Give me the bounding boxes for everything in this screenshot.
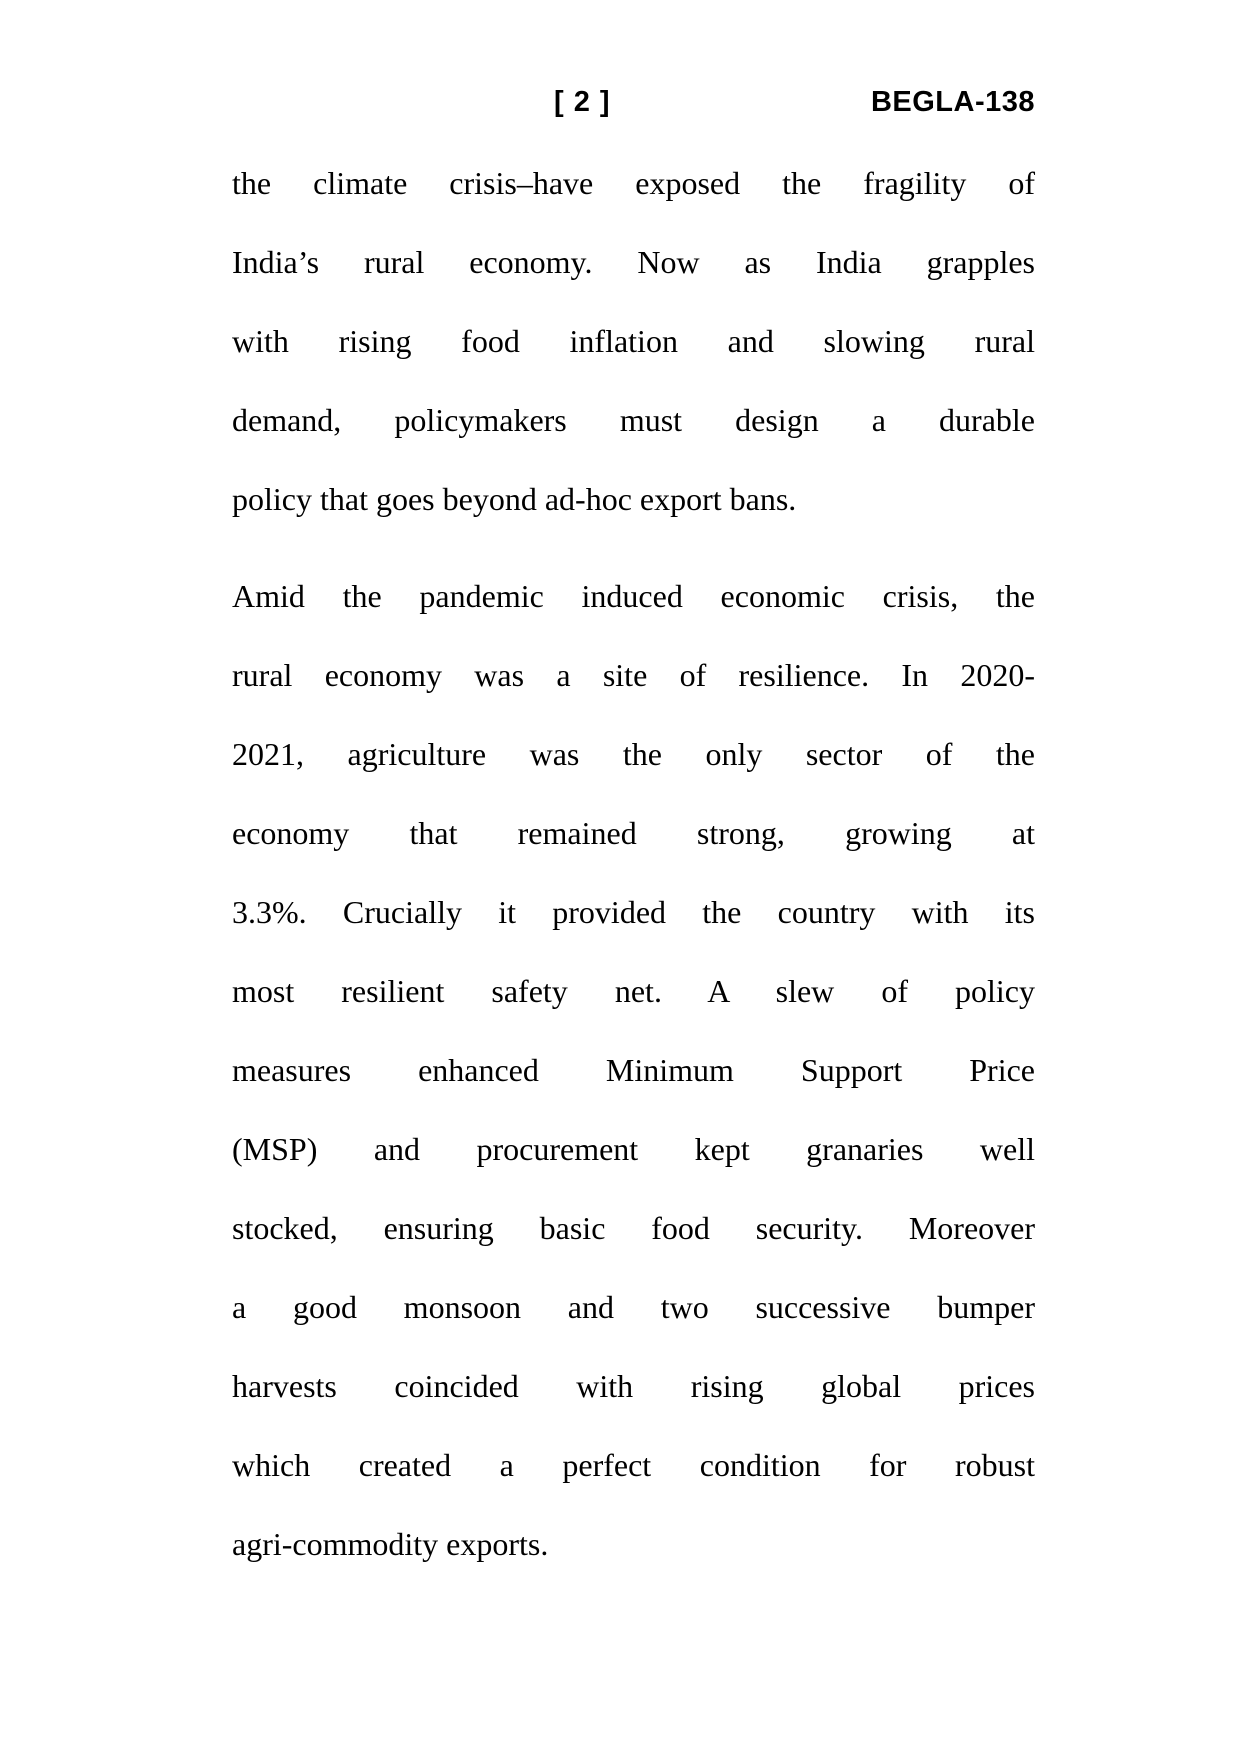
page-header: [232, 86, 1035, 118]
text-line: rural economy was a site of resilience. In 2020-: [232, 657, 1035, 693]
text-line: India’s rural economy. Now as India grapples: [232, 244, 1035, 280]
text-line: stocked, ensuring basic food security. Moreover: [232, 1210, 1035, 1246]
text-line: demand, policymakers must design a durable: [232, 402, 1035, 438]
text-line: agri-commodity exports.: [232, 1526, 549, 1562]
text-line: economy that remained strong, growing at: [232, 815, 1035, 851]
text-line: 3.3%. Crucially it provided the country with its: [232, 894, 1035, 930]
text-line: harvests coincided with rising global prices: [232, 1368, 1035, 1404]
text-line: a good monsoon and two successive bumper: [232, 1289, 1035, 1325]
text-line: which created a perfect condition for robust: [232, 1447, 1035, 1483]
paragraph: [232, 557, 1035, 1584]
page-body: [232, 144, 1035, 1584]
paragraph: [232, 144, 1035, 539]
page-number: [ 2 ]: [554, 86, 611, 118]
text-line: with rising food inflation and slowing rural: [232, 323, 1035, 359]
text-line: 2021, agriculture was the only sector of the: [232, 736, 1035, 772]
text-line: most resilient safety net. A slew of policy: [232, 973, 1035, 1009]
text-line: policy that goes beyond ad-hoc export bans.: [232, 481, 797, 517]
text-line: measures enhanced Minimum Support Price: [232, 1052, 1035, 1088]
text-line: Amid the pandemic induced economic crisis, the: [232, 578, 1035, 614]
text-line: (MSP) and procurement kept granaries well: [232, 1131, 1035, 1167]
text-line: the climate crisis–have exposed the fragility of: [232, 165, 1035, 201]
course-code: BEGLA-138: [870, 86, 1035, 118]
